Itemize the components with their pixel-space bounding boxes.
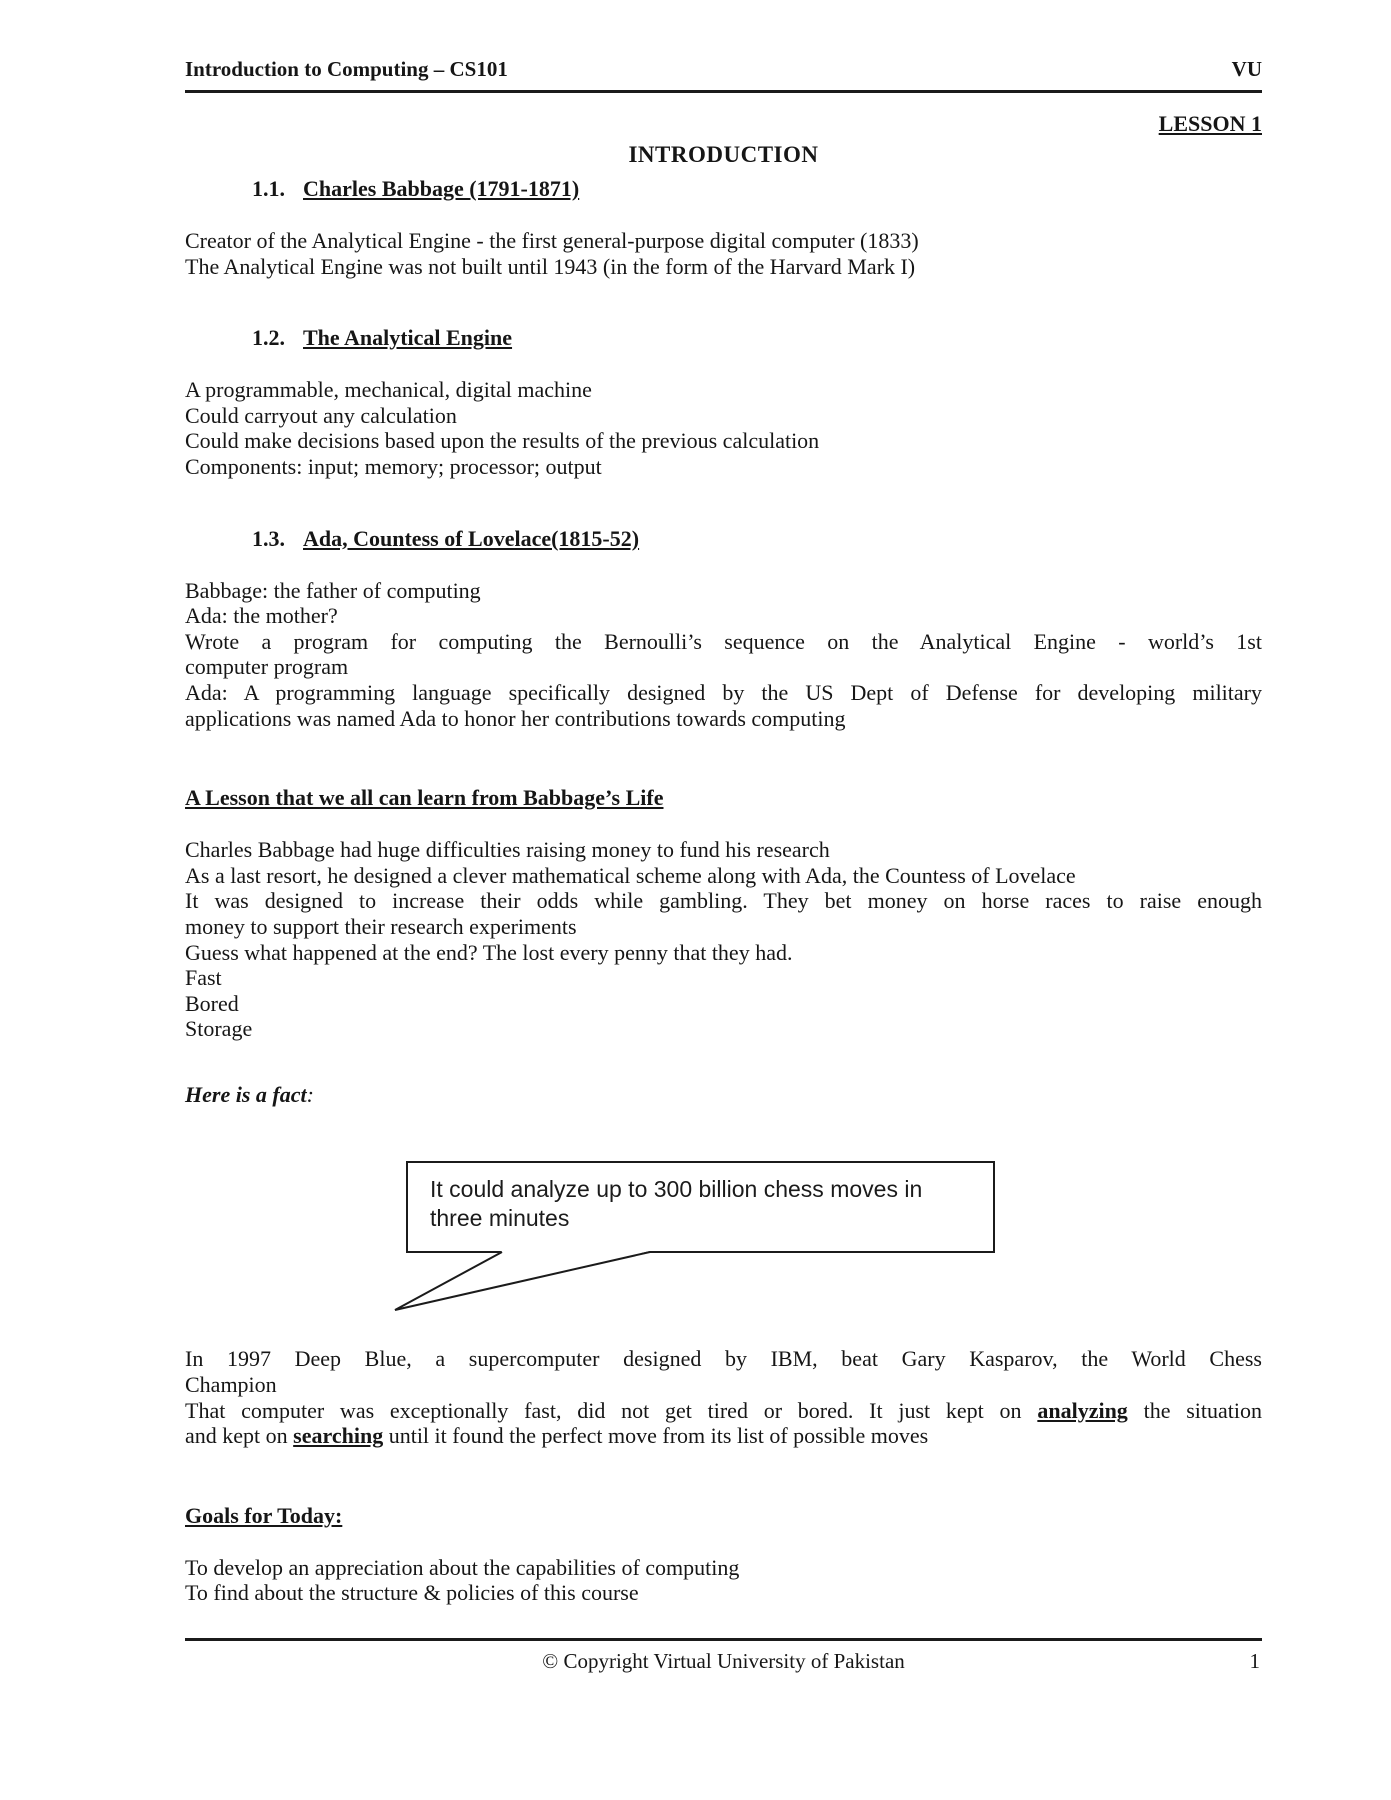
text-run: : [306, 1081, 314, 1107]
text-line [185, 228, 1262, 254]
text-run: As a last resort, he designed a clever mathematical scheme along with Ada, the Countess of Lovelace [185, 862, 1076, 888]
text-line [185, 403, 1262, 429]
text-run: Ada: A programming language specifically designed by the US Dept of Defense for developing military [185, 679, 1262, 705]
page-header [185, 56, 1262, 93]
text-line [185, 888, 1262, 914]
text-run: Ada: the mother? [185, 603, 338, 629]
text-line [185, 629, 1262, 655]
text-line [185, 1580, 1262, 1606]
para-charles-babbage [185, 228, 1262, 279]
text-line [185, 654, 1262, 680]
text-run: To find about the structure & policies of this course [185, 1580, 639, 1606]
text-line [185, 428, 1262, 454]
text-line [185, 1398, 1262, 1424]
text-run: The Analytical Engine was not built until 1943 (in the form of the Harvard Mark I) [185, 253, 916, 279]
text-run: applications was named Ada to honor her contributions towards computing [185, 705, 846, 731]
para-babbage-life [185, 837, 1262, 1042]
header-vu-label: VU [1231, 57, 1262, 81]
text-line [185, 1346, 1262, 1372]
text-line [185, 1423, 1262, 1449]
page-footer [185, 1638, 1262, 1674]
text-run: until it found the perfect move from its list of possible moves [383, 1423, 929, 1449]
text-run: Guess what happened at the end? The lost every penny that they had. [185, 939, 793, 965]
text-run: analyzing [1037, 1397, 1128, 1423]
section-heading-1-1 [185, 176, 1262, 202]
page-title: INTRODUCTION [628, 142, 819, 167]
section-heading-1-3 [185, 526, 1262, 552]
speech-bubble-callout [406, 1161, 995, 1253]
heading-text: A Lesson that we all can learn from Babbage’s Life [185, 785, 664, 811]
para-ada-lovelace [185, 578, 1262, 732]
text-line [185, 1016, 1262, 1042]
text-line [185, 706, 1262, 732]
heading-text: The Analytical Engine [303, 325, 513, 351]
text-run: Charles Babbage had huge difficulties raising money to fund his research [185, 837, 830, 863]
text-line [185, 1372, 1262, 1398]
section-heading-1-2 [185, 325, 1262, 351]
callout-box [406, 1161, 995, 1253]
text-run: Could make decisions based upon the results of the previous calculation [185, 428, 820, 454]
text-line [185, 680, 1262, 706]
para-goals [185, 1555, 1262, 1606]
text-line [185, 837, 1262, 863]
text-run: the situation [1127, 1397, 1262, 1423]
heading-text: Ada, Countess of Lovelace(1815-52) [303, 525, 640, 551]
heading-text: Goals for Today: [185, 1502, 343, 1528]
text-run: Champion [185, 1372, 277, 1398]
text-line [185, 377, 1262, 403]
text-run: money to support their research experiments [185, 913, 577, 939]
text-run: Storage [185, 1016, 253, 1042]
text-run: Wrote a program for computing the Bernoulli’s sequence on the Analytical Engine - world’s 1st [185, 628, 1262, 654]
page-content [185, 56, 1262, 1606]
text-run: It was designed to increase their odds while gambling. They bet money on horse races to raise enough [185, 888, 1262, 914]
text-run: Here is a fact [185, 1081, 307, 1107]
text-run: computer program [185, 654, 349, 680]
text-run: and kept on [185, 1423, 294, 1449]
speech-tail-shape [346, 1251, 706, 1313]
text-run: That computer was exceptionally fast, did not get tired or bored. It just kept on [185, 1397, 1038, 1423]
text-run: Babbage: the father of computing [185, 577, 481, 603]
text-run: Fast [185, 965, 222, 991]
para-analytical-engine [185, 377, 1262, 479]
heading-number: 1.1. [252, 176, 285, 201]
text-run: In 1997 Deep Blue, a supercomputer designed by IBM, beat Gary Kasparov, the World Chess [185, 1346, 1262, 1372]
heading-text: Charles Babbage (1791-1871) [303, 176, 580, 201]
heading-number: 1.3. [252, 525, 285, 551]
header-course-title: Introduction to Computing – CS101 [185, 57, 508, 81]
text-run: Components: input; memory; processor; output [185, 453, 602, 479]
text-line [185, 965, 1262, 991]
text-run: Bored [185, 990, 239, 1016]
text-run: Could carryout any calculation [185, 402, 457, 428]
text-line [185, 603, 1262, 629]
text-line [185, 578, 1262, 604]
text-line [185, 991, 1262, 1017]
text-line [185, 1555, 1262, 1581]
text-run: searching [293, 1423, 384, 1449]
page-number: 1 [1249, 1649, 1260, 1673]
text-run: Creator of the Analytical Engine - the first general-purpose digital computer (1833) [185, 228, 919, 253]
text-run: To develop an appreciation about the capabilities of computing [185, 1554, 740, 1580]
text-line [185, 454, 1262, 480]
callout-text: It could analyze up to 300 billion chess moves in three minutes [430, 1176, 923, 1232]
text-line [185, 914, 1262, 940]
heading-lesson-from-babbage [185, 785, 1262, 811]
para-deep-blue [185, 1346, 1262, 1448]
text-line [185, 863, 1262, 889]
heading-number: 1.2. [252, 325, 285, 351]
heading-goals-for-today [185, 1503, 1262, 1529]
text-line [185, 940, 1262, 966]
para-here-is-a-fact [185, 1082, 1262, 1108]
text-line [185, 254, 1262, 280]
lesson-heading: LESSON 1 [1158, 111, 1262, 136]
body-blocks-lower [185, 1346, 1262, 1606]
text-line [185, 1082, 1262, 1108]
text-run: A programmable, mechanical, digital machine [185, 377, 592, 403]
body-blocks-upper [185, 176, 1262, 1107]
copyright-text: © Copyright Virtual University of Pakistan [542, 1649, 905, 1673]
